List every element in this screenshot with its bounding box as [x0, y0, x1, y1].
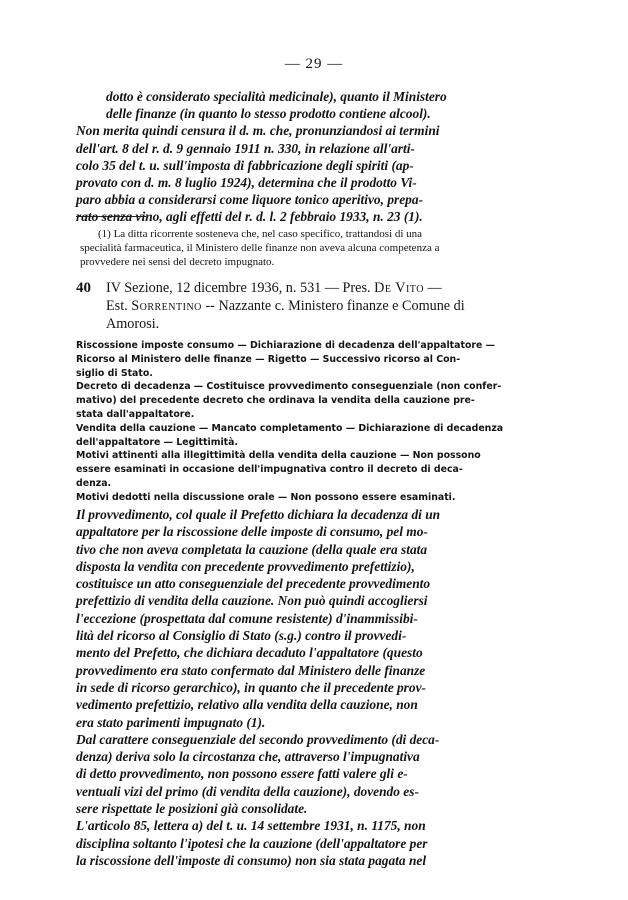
text-line: appaltatore per la riscossione delle imposte di consumo, pel mo- [76, 524, 428, 540]
previous-case-text [76, 88, 516, 226]
text-line: tivo che non aveva completata la cauzione (della quale era stata [76, 541, 428, 557]
text-line: lità del ricorso al Consiglio di Stato (s.g.) contro il provvedi- [76, 628, 407, 644]
page-number: — 29 — [284, 56, 344, 72]
text-line: in sede di ricorso gerarchico), in quanto che il precedente prov- [76, 679, 426, 695]
headnote [76, 449, 520, 490]
headnote-line: siglio di Stato. [76, 367, 153, 379]
text-line: prefettizio di vendita della cauzione. Non può quindi accogliersi [76, 593, 428, 609]
text-line: paro abbia a considerarsi come liquore tonico aperitivo, prepa- [76, 192, 424, 208]
text-line: di detto provvedimento, non possono essere fatti valere gli e- [76, 766, 408, 782]
text-line: mento del Prefetto, che dichiara decaduto l'appaltatore (questo [76, 645, 423, 661]
case-citation [106, 279, 526, 334]
headnote-line: Motivi dedotti nella discussione orale — Non possono essere esaminati. [76, 491, 456, 503]
case-line-3: Amorosi. [106, 316, 160, 333]
footnote-line: (1) La ditta ricorrente sosteneva che, nel caso specifico, trattandosi di una [98, 228, 423, 240]
headnote-line: essere esaminati in occasione dell'impugnativa contro il decreto di deca- [76, 464, 463, 476]
text-line: rato senza vino, agli effetti del r. d. l. 2 febbraio 1933, n. 23 (1). [76, 209, 423, 225]
headnote [76, 491, 520, 505]
text-line: Dal carattere conseguenziale del secondo provvedimento (di deca- [76, 731, 440, 747]
headnote-line: Vendita della cauzione — Mancato completamento — Dichiarazione di decadenza [76, 422, 504, 434]
principle-paragraph-3 [76, 817, 516, 869]
case-line-1 [106, 279, 526, 297]
headnote [76, 380, 520, 421]
text-line: L'articolo 85, lettera a) del t. u. 14 settembre 1931, n. 1175, non [76, 818, 426, 834]
headnote [76, 339, 520, 380]
footnote [80, 227, 516, 270]
case-est-label: Est. [106, 298, 132, 315]
headnote-line: Ricorso al Ministero delle finanze — Rigetto — Successivo ricorso al Con- [76, 353, 461, 365]
footnote-line: specialità farmaceutica, il Ministero delle finanze non aveva alcuna competenza a [80, 242, 440, 255]
headnote-line: Motivi attinenti alla illegittimità della vendita della cauzione — Non possono [76, 450, 481, 462]
text-line: costituisce un atto conseguenziale del precedente provvedimento [76, 576, 431, 592]
case-headnotes [76, 339, 520, 505]
case-line-2 [106, 297, 526, 315]
footnote-divider [76, 216, 146, 217]
previous-case-paragraph-2 [76, 122, 516, 225]
text-line: disposta la vendita con precedente provvedimento prefettizio), [76, 558, 415, 574]
case-dash: — [423, 280, 442, 296]
headnote-line: denza. [76, 477, 112, 489]
text-line: la riscossione dell'imposte di consumo) non sia stata pagata nel [76, 852, 427, 868]
text-line: sere rispettate le posizioni già consolidate. [76, 801, 308, 817]
headnote-line: Riscossione imposte consumo — Dichiarazione di decadenza dell'appaltatore — [76, 340, 496, 351]
text-line: Non merita quindi censura il d. m. che, pronunziandosi ai termini [76, 123, 440, 139]
text-line: dell'art. 8 del r. d. 9 gennaio 1911 n. 330, in relazione all'arti- [76, 140, 415, 156]
case-principles [76, 506, 516, 869]
case-estensore: Sorrentino [131, 298, 202, 315]
headnote-line: mativo) del precedente decreto che ordinava la vendita della cauzione pre- [76, 395, 475, 407]
principle-paragraph-2 [76, 731, 516, 817]
previous-case-paragraph-1 [76, 88, 516, 122]
text-line: Il provvedimento, col quale il Prefetto dichiara la decadenza di un [76, 507, 441, 522]
headnote [76, 422, 520, 450]
text-line: delle finanze (in quanto lo stesso prodotto contiene alcool). [106, 106, 431, 122]
text-line: l'eccezione (prospettata dal comune resistente) d'inammissibi- [76, 610, 418, 626]
text-line: denza) deriva solo la circostanza che, attraverso l'impugnativa [76, 749, 420, 765]
text-line: provato con d. m. 8 luglio 1924), determina che il prodotto Vi- [76, 175, 417, 191]
text-line: vedimento prefettizio, relativo alla vendita della cauzione, non [76, 697, 418, 713]
principle-paragraph-1 [76, 506, 516, 731]
text-line: era stato parimenti impugnato (1). [76, 714, 266, 730]
text-line: ventuali vizi del primo (di vendita della cauzione), dovendo es- [76, 783, 419, 799]
case-parties: -- Nazzante c. Ministero finanze e Comune di [201, 298, 465, 315]
text-line: dotto è considerato specialità medicinale), quanto il Ministero [106, 89, 447, 104]
headnote-line: Decreto di decadenza — Costituisce provvedimento conseguenziale (non confer- [76, 381, 502, 393]
case-number: 40 [76, 280, 91, 296]
footnote-line: provvedere nei sensi del decreto impugnato. [80, 256, 275, 269]
case-president: De Vito [374, 280, 424, 296]
text-line: disciplina soltanto l'ipotesi che la cauzione (dell'appaltatore per [76, 835, 428, 851]
case-section-date: IV Sezione, 12 dicembre 1936, n. 531 — Pres. [106, 280, 375, 296]
headnote-line: stata dall'appaltatore. [76, 408, 195, 420]
text-line: provvedimento era stato confermato dal Ministero delle finanze [76, 662, 426, 678]
text-line: colo 35 del t. u. sull'imposta di fabbricazione degli spiriti (ap- [76, 157, 414, 173]
headnote-line: dell'appaltatore — Legittimità. [76, 436, 239, 448]
